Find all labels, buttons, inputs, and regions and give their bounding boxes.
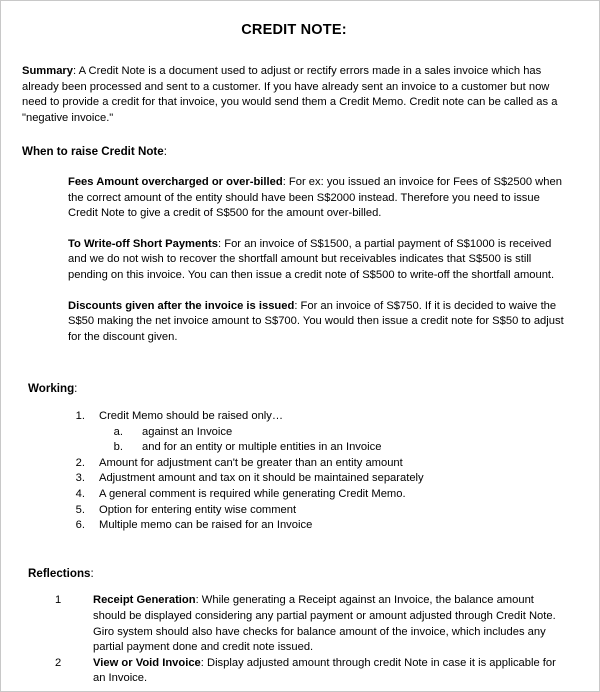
list-item-number: 3. [75, 472, 85, 485]
working-heading-suffix: : [74, 382, 78, 396]
when-to-raise-heading: When to raise Credit Note [22, 144, 164, 158]
reflections-heading-suffix: : [90, 566, 94, 580]
reflections-list [22, 593, 566, 687]
list-item-number: 4. [75, 488, 85, 500]
when-to-raise-item-discounts [68, 299, 566, 346]
reflections-heading: Reflections [28, 566, 91, 580]
section-heading-when-to-raise [22, 144, 566, 160]
when-to-raise-heading-suffix: : [163, 144, 167, 158]
list-item-label-suffix: : [200, 656, 204, 669]
list-item-label-suffix: : [195, 594, 199, 607]
list-item-text: While generating a Receipt against an Invoice, the balance amount should be displayed considering any partial payment or amount adjusted through Credit Note. [93, 594, 556, 622]
page-title: CREDIT NOTE: [241, 22, 347, 38]
list-item [22, 456, 566, 472]
list-item [22, 518, 566, 534]
working-sublist [99, 425, 566, 456]
list-item-label: View or Void Invoice [93, 656, 201, 669]
list-item [99, 440, 566, 456]
when-to-raise-item-fees [68, 175, 566, 222]
summary-paragraph [22, 64, 566, 126]
working-list [22, 409, 566, 534]
item-label-suffix-fees: : [282, 176, 286, 189]
list-item-text: Option for entering entity wise comment [99, 503, 297, 516]
list-item [22, 656, 566, 687]
item-label-discounts: Discounts given after the invoice is issued [68, 299, 295, 312]
item-label-suffix-discounts: : [294, 299, 298, 312]
item-label-suffix-writeoff: : [218, 237, 222, 250]
section-heading-working [28, 381, 566, 397]
section-heading-reflections [28, 566, 566, 582]
list-item [22, 471, 566, 487]
item-text-fees: For ex: you issued an invoice for Fees of S$2500 when the correct amount of the entity should have been S$2000 instead. Therefore you need to issue Credit Note to give a credit of S$500 for the amount over-billed. [68, 176, 562, 220]
list-item [22, 593, 566, 655]
item-label-writeoff: To Write-off Short Payments [68, 237, 219, 250]
item-label-fees: Fees Amount overcharged or over-billed [68, 176, 283, 189]
list-item [99, 425, 566, 441]
item-text-discounts: For an invoice of S$750. If it is decided to waive the S$50 making the net invoice amount to S$700. You would then issue a credit note for S$50 to adjust for the discount given. [68, 299, 564, 343]
list-item-text: A general comment is required while generating Credit Memo. [99, 488, 406, 500]
list-item-text: Adjustment amount and tax on it should be maintained separately [99, 472, 424, 485]
document-body [1, 1, 599, 691]
list-item [22, 409, 566, 456]
list-item-text: and for an entity or multiple entities in an Invoice [142, 441, 382, 454]
working-heading: Working [28, 382, 75, 396]
list-item-extra-paragraph: Giro system should also have checks for balance amount of the invoice, which includes any partial payment done and credit note issued. [93, 625, 546, 654]
list-item-text: against an Invoice [142, 425, 233, 438]
list-item-number: 2. [75, 456, 85, 469]
list-item-text: Display adjusted amount through credit Note in case it is applicable for an Invoice. [93, 656, 556, 685]
list-item-number: b. [113, 441, 123, 454]
summary-text: A Credit Note is a document used to adjust or rectify errors made in a sales invoice which has already been processed and sent to a customer. If you have already sent an invoice to a customer but now need to provide a credit for that invoice, you would send them a Credit Memo. Credit note can be called as a "negative invoice." [22, 65, 558, 124]
list-item-text: Multiple memo can be raised for an Invoice [99, 519, 313, 532]
item-text-writeoff: For an invoice of S$1500, a partial payment of S$1000 is received and we do not wish to recover the shortfall amount but receivables indicates that S$500 is still pending on this invoice. You can then issue a credit note of S$500 to write-off the shortfall amount. [68, 237, 555, 282]
list-item-number: 1. [75, 410, 85, 423]
list-item-number: 6. [75, 519, 85, 532]
list-item-text: Credit Memo should be raised only… [99, 410, 284, 423]
when-to-raise-item-writeoff [68, 237, 566, 284]
list-item-text: Amount for adjustment can't be greater than an entity amount [99, 456, 403, 469]
list-item-number: 1 [55, 594, 62, 607]
list-item [22, 503, 566, 519]
summary-label-suffix: : [73, 65, 77, 78]
list-item [22, 487, 566, 503]
list-item-number: 2 [55, 656, 62, 669]
list-item-number: 5. [75, 503, 85, 516]
summary-label: Summary [22, 65, 73, 78]
list-item-label: Receipt Generation [93, 594, 196, 607]
list-item-number: a. [113, 425, 123, 438]
